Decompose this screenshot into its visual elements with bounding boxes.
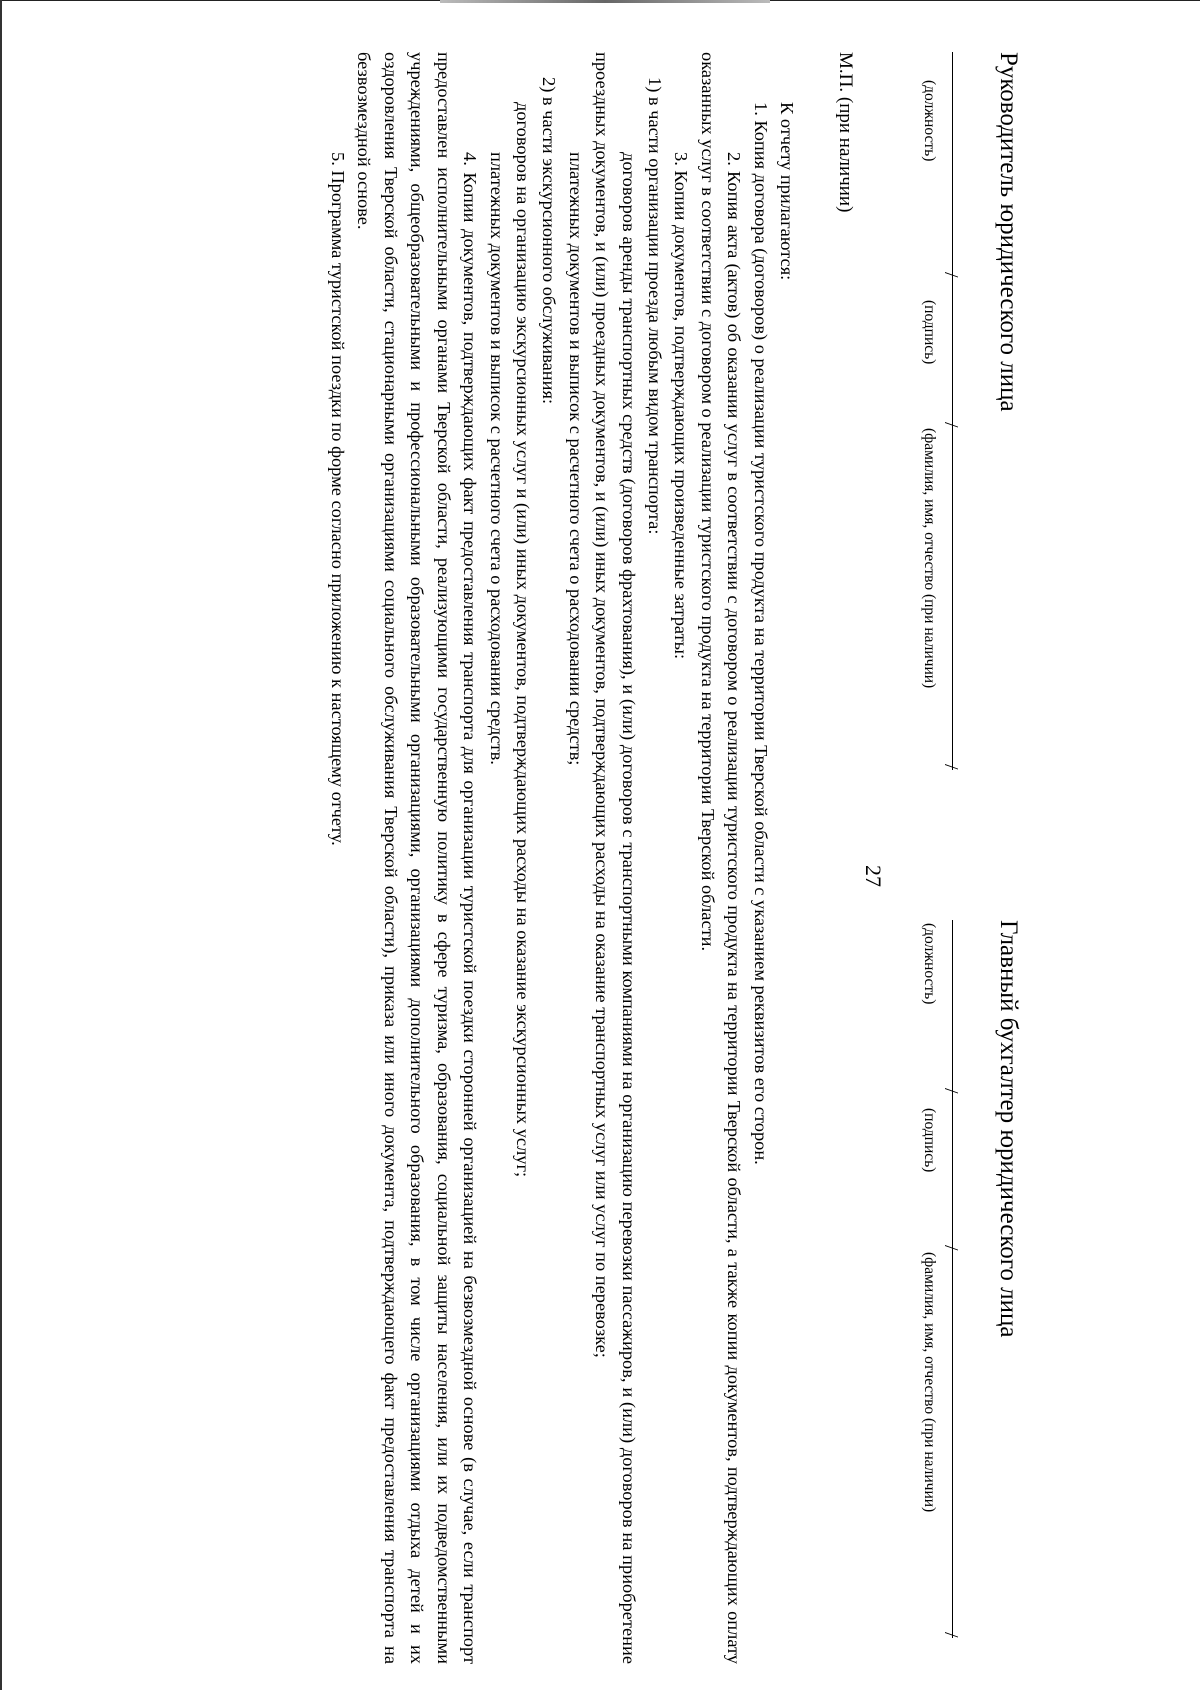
attachments-list xyxy=(325,52,800,1664)
attachments-intro: К отчету прилагаются: xyxy=(777,102,797,281)
accountant-separator-2: / xyxy=(940,1245,962,1251)
page-number: 27 xyxy=(861,865,886,887)
director-separator-2: / xyxy=(940,422,962,428)
attachment-transport-contracts: договоров аренды транспортных средств (договоров фрахтования), и (или) договоров с транспортными компаниями на организацию перевозки пассажиров, и (или) договоров на приобретение проездных документов, и (или) проездных документов, и (или) иных документов, подтверждающих расходы на оказание транспортных услуг или услуг по перевозке; xyxy=(592,52,639,1664)
accountant-signature-line xyxy=(952,920,953,1638)
director-separator-1: / xyxy=(940,272,962,278)
attachment-transport-payments: платежных документов и выписок с расчетного счета о расходовании средств; xyxy=(565,152,586,766)
accountant-title: Главный бухгалтер юридического лица xyxy=(995,920,1022,1338)
attachment-item-1: 1. Копия договора (договоров) о реализации туристского продукта на территории Тверской области с указанием реквизитов его сторон. xyxy=(750,102,771,1165)
attachment-subitem-excursion: 2) в части экскурсионного обслуживания: xyxy=(539,77,560,405)
director-title: Руководитель юридического лица xyxy=(995,52,1022,412)
director-caption-fullname: (фамилия, имя, отчество (при наличии) xyxy=(921,428,938,689)
attachment-item-5: 5. Программа туристской поездки по форме согласно приложению к настоящему отчету. xyxy=(328,152,349,846)
accountant-caption-position: (должность) xyxy=(921,923,938,1005)
accountant-separator-1: / xyxy=(940,1088,962,1094)
stamp-note: М.П. (при наличии) xyxy=(835,52,856,213)
accountant-caption-fullname: (фамилия, имя, отчество (при наличии) xyxy=(921,1252,938,1513)
director-caption-position: (должность) xyxy=(921,80,938,162)
attachment-item-3: 3. Копии документов, подтверждающих произведенные затраты: xyxy=(671,152,692,660)
attachment-item-4: 4. Копии документов, подтверждающих факт предоставления транспорта для организации туристской поездки сторонней организацией на безвозмездной основе (в случае, если транспорт предоставлен исполнительными органами Тверской области, реализующими государственную политику в сфере туризма, образования, социальной защиты населения, или их подведомственными учреждениями, общеобразовательными и профессиональными образовательными организациями, организациями дополнительного образования, в том числе организациями отдыха детей и их оздоровления Тверской области, стационарными организациями социального обслуживания Тверской области), приказа или иного документа, подтверждающего факт предоставления транспорта на безвозмездной основе. xyxy=(354,52,481,1664)
director-separator-3: / xyxy=(940,764,962,770)
accountant-caption-signature: (подпись) xyxy=(921,1108,938,1173)
director-signature-line xyxy=(952,52,953,770)
attachment-subitem-transport: 1) в части организации проезда любым видом транспорта: xyxy=(644,77,665,535)
accountant-separator-3: / xyxy=(940,1632,962,1638)
director-caption-signature: (подпись) xyxy=(921,300,938,365)
attachment-excursion-payments: платежных документов и выписок с расчетного счета о расходовании средств. xyxy=(486,152,507,765)
attachment-item-2: 2. Копия акта (актов) об оказании услуг в соответствии с договором о реализации туристского продукта на территории Тверской области, а также копии документов, подтверждающих оплату оказанных услуг в соответствии с договором о реализации туристского продукта на территории Тверской области. xyxy=(697,52,745,1664)
attachment-excursion-contracts: договоров на организацию экскурсионных услуг и (или) иных документов, подтверждающих расходы на оказание экскурсионных услуг; xyxy=(512,102,533,1178)
